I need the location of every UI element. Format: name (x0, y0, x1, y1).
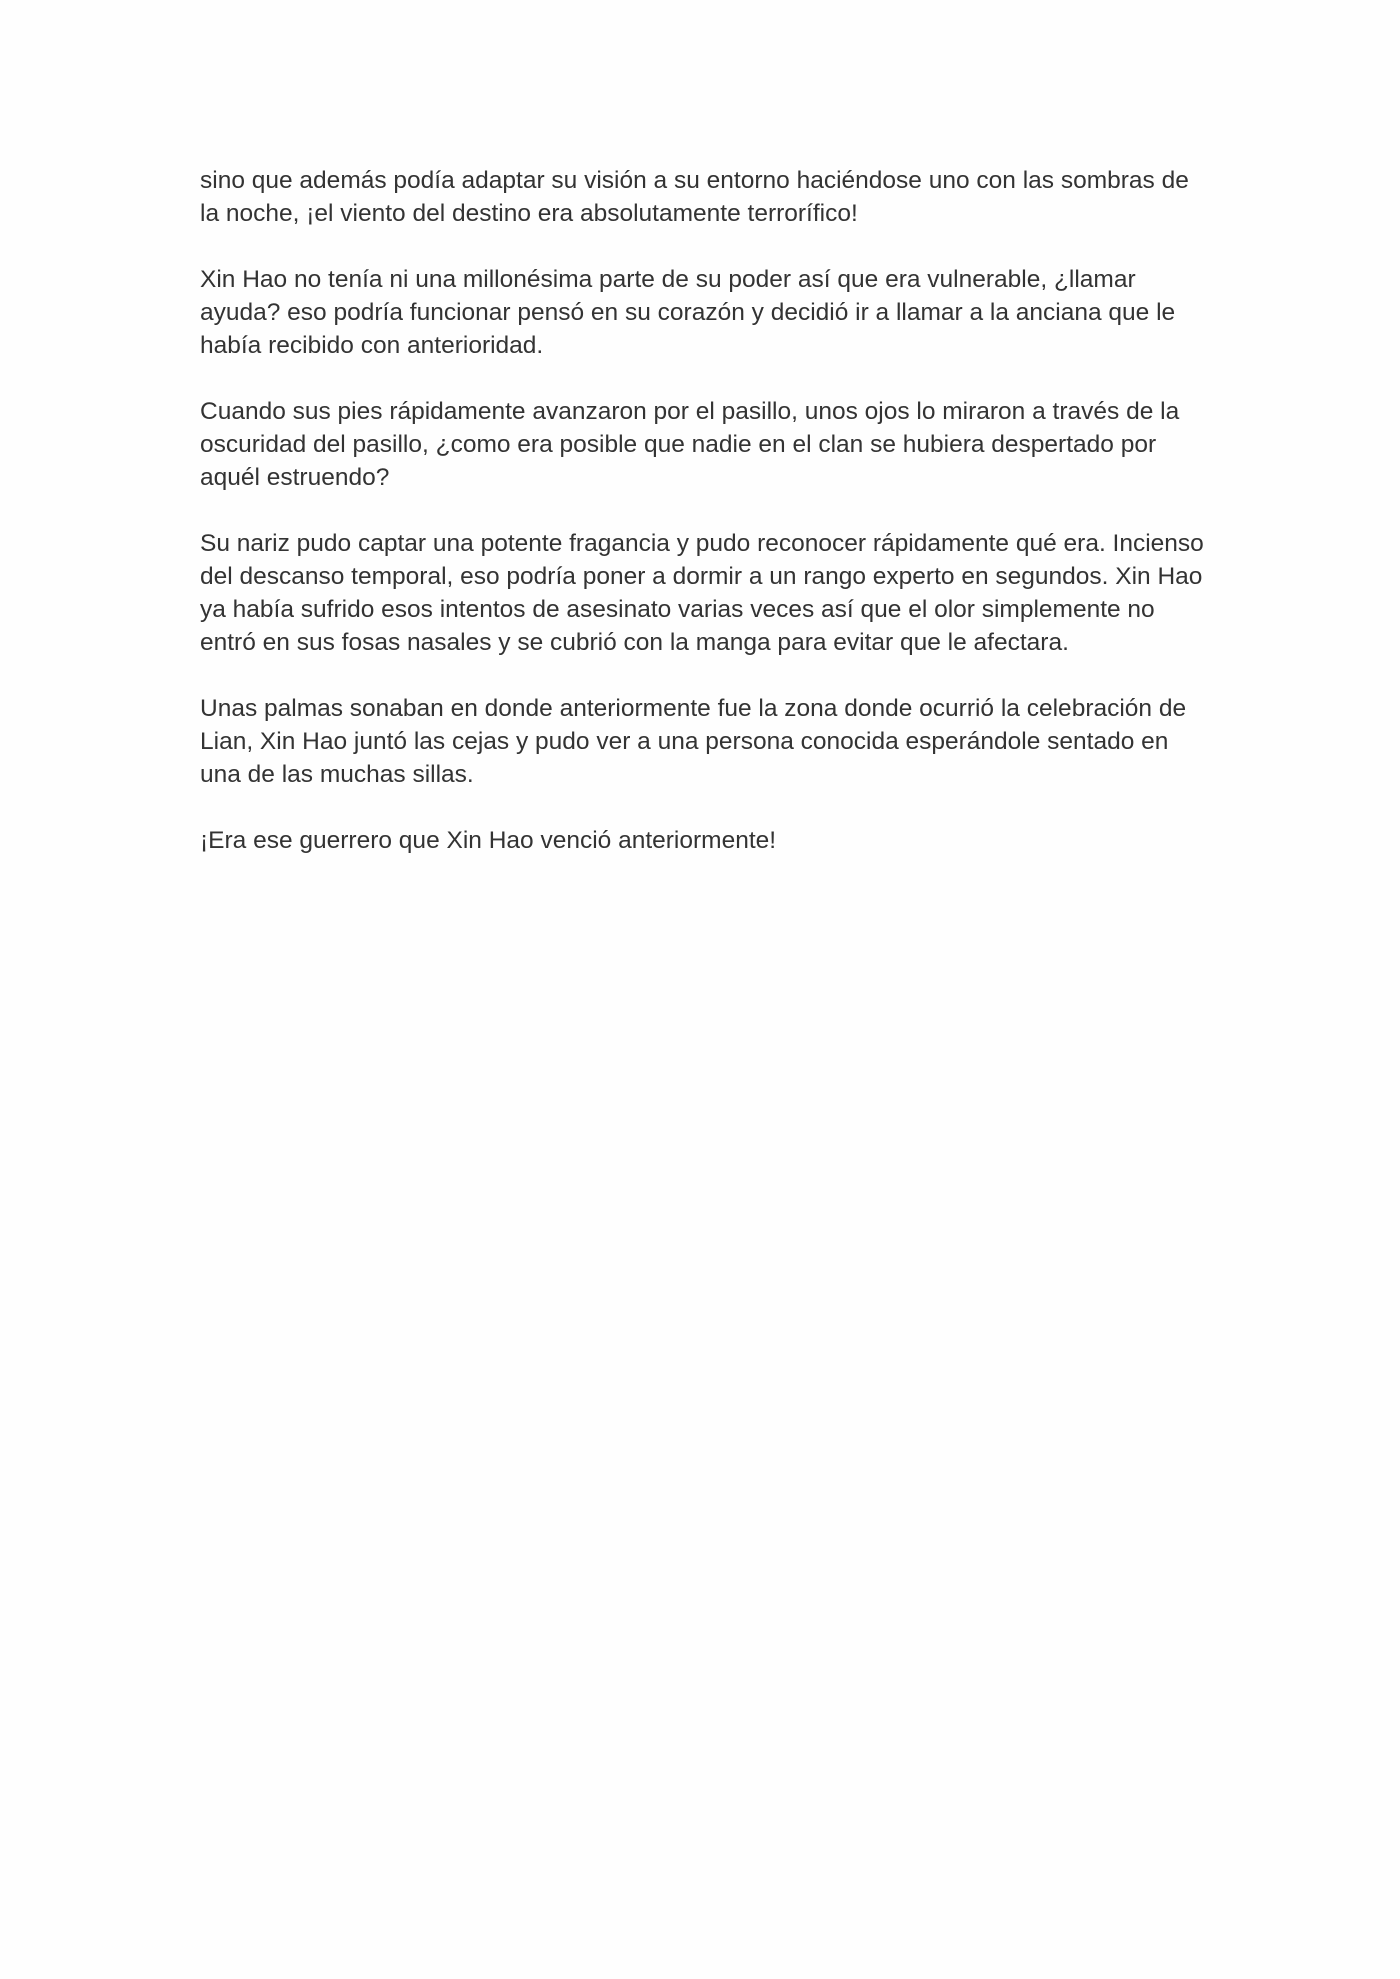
paragraph: Cuando sus pies rápidamente avanzaron por el pasillo, unos ojos lo miraron a través de la oscuridad del pasillo, ¿como era posible que nadie en el clan se hubiera despertado por aquél estruendo? (200, 398, 1180, 491)
paragraph: ¡Era ese guerrero que Xin Hao venció anteriormente! (200, 827, 777, 854)
paragraph: Unas palmas sonaban en donde anteriormente fue la zona donde ocurrió la celebración de Lian, Xin Hao juntó las cejas y pudo ver a una persona conocida esperándole sentado en una de las muchas sillas. (200, 695, 1187, 788)
paragraph: Su nariz pudo captar una potente fragancia y pudo reconocer rápidamente qué era. Incienso del descanso temporal, eso podría poner a dormir a un rango experto en segundos. Xin Hao ya había sufrido esos intentos de asesinato varias veces así que el olor simplemente no entró en sus fosas nasales y se cubrió con la manga para evitar que le afectara. (200, 530, 1204, 656)
paragraph: sino que además podía adaptar su visión a su entorno haciéndose uno con las sombras de la noche, ¡el viento del destino era absolutamente terrorífico! (200, 167, 1189, 227)
paragraph: Xin Hao no tenía ni una millonésima parte de su poder así que era vulnerable, ¿llamar ayuda? eso podría funcionar pensó en su corazón y decidió ir a llamar a la anciana que le había recibido con anterioridad. (200, 266, 1176, 359)
document-body (200, 164, 1210, 890)
